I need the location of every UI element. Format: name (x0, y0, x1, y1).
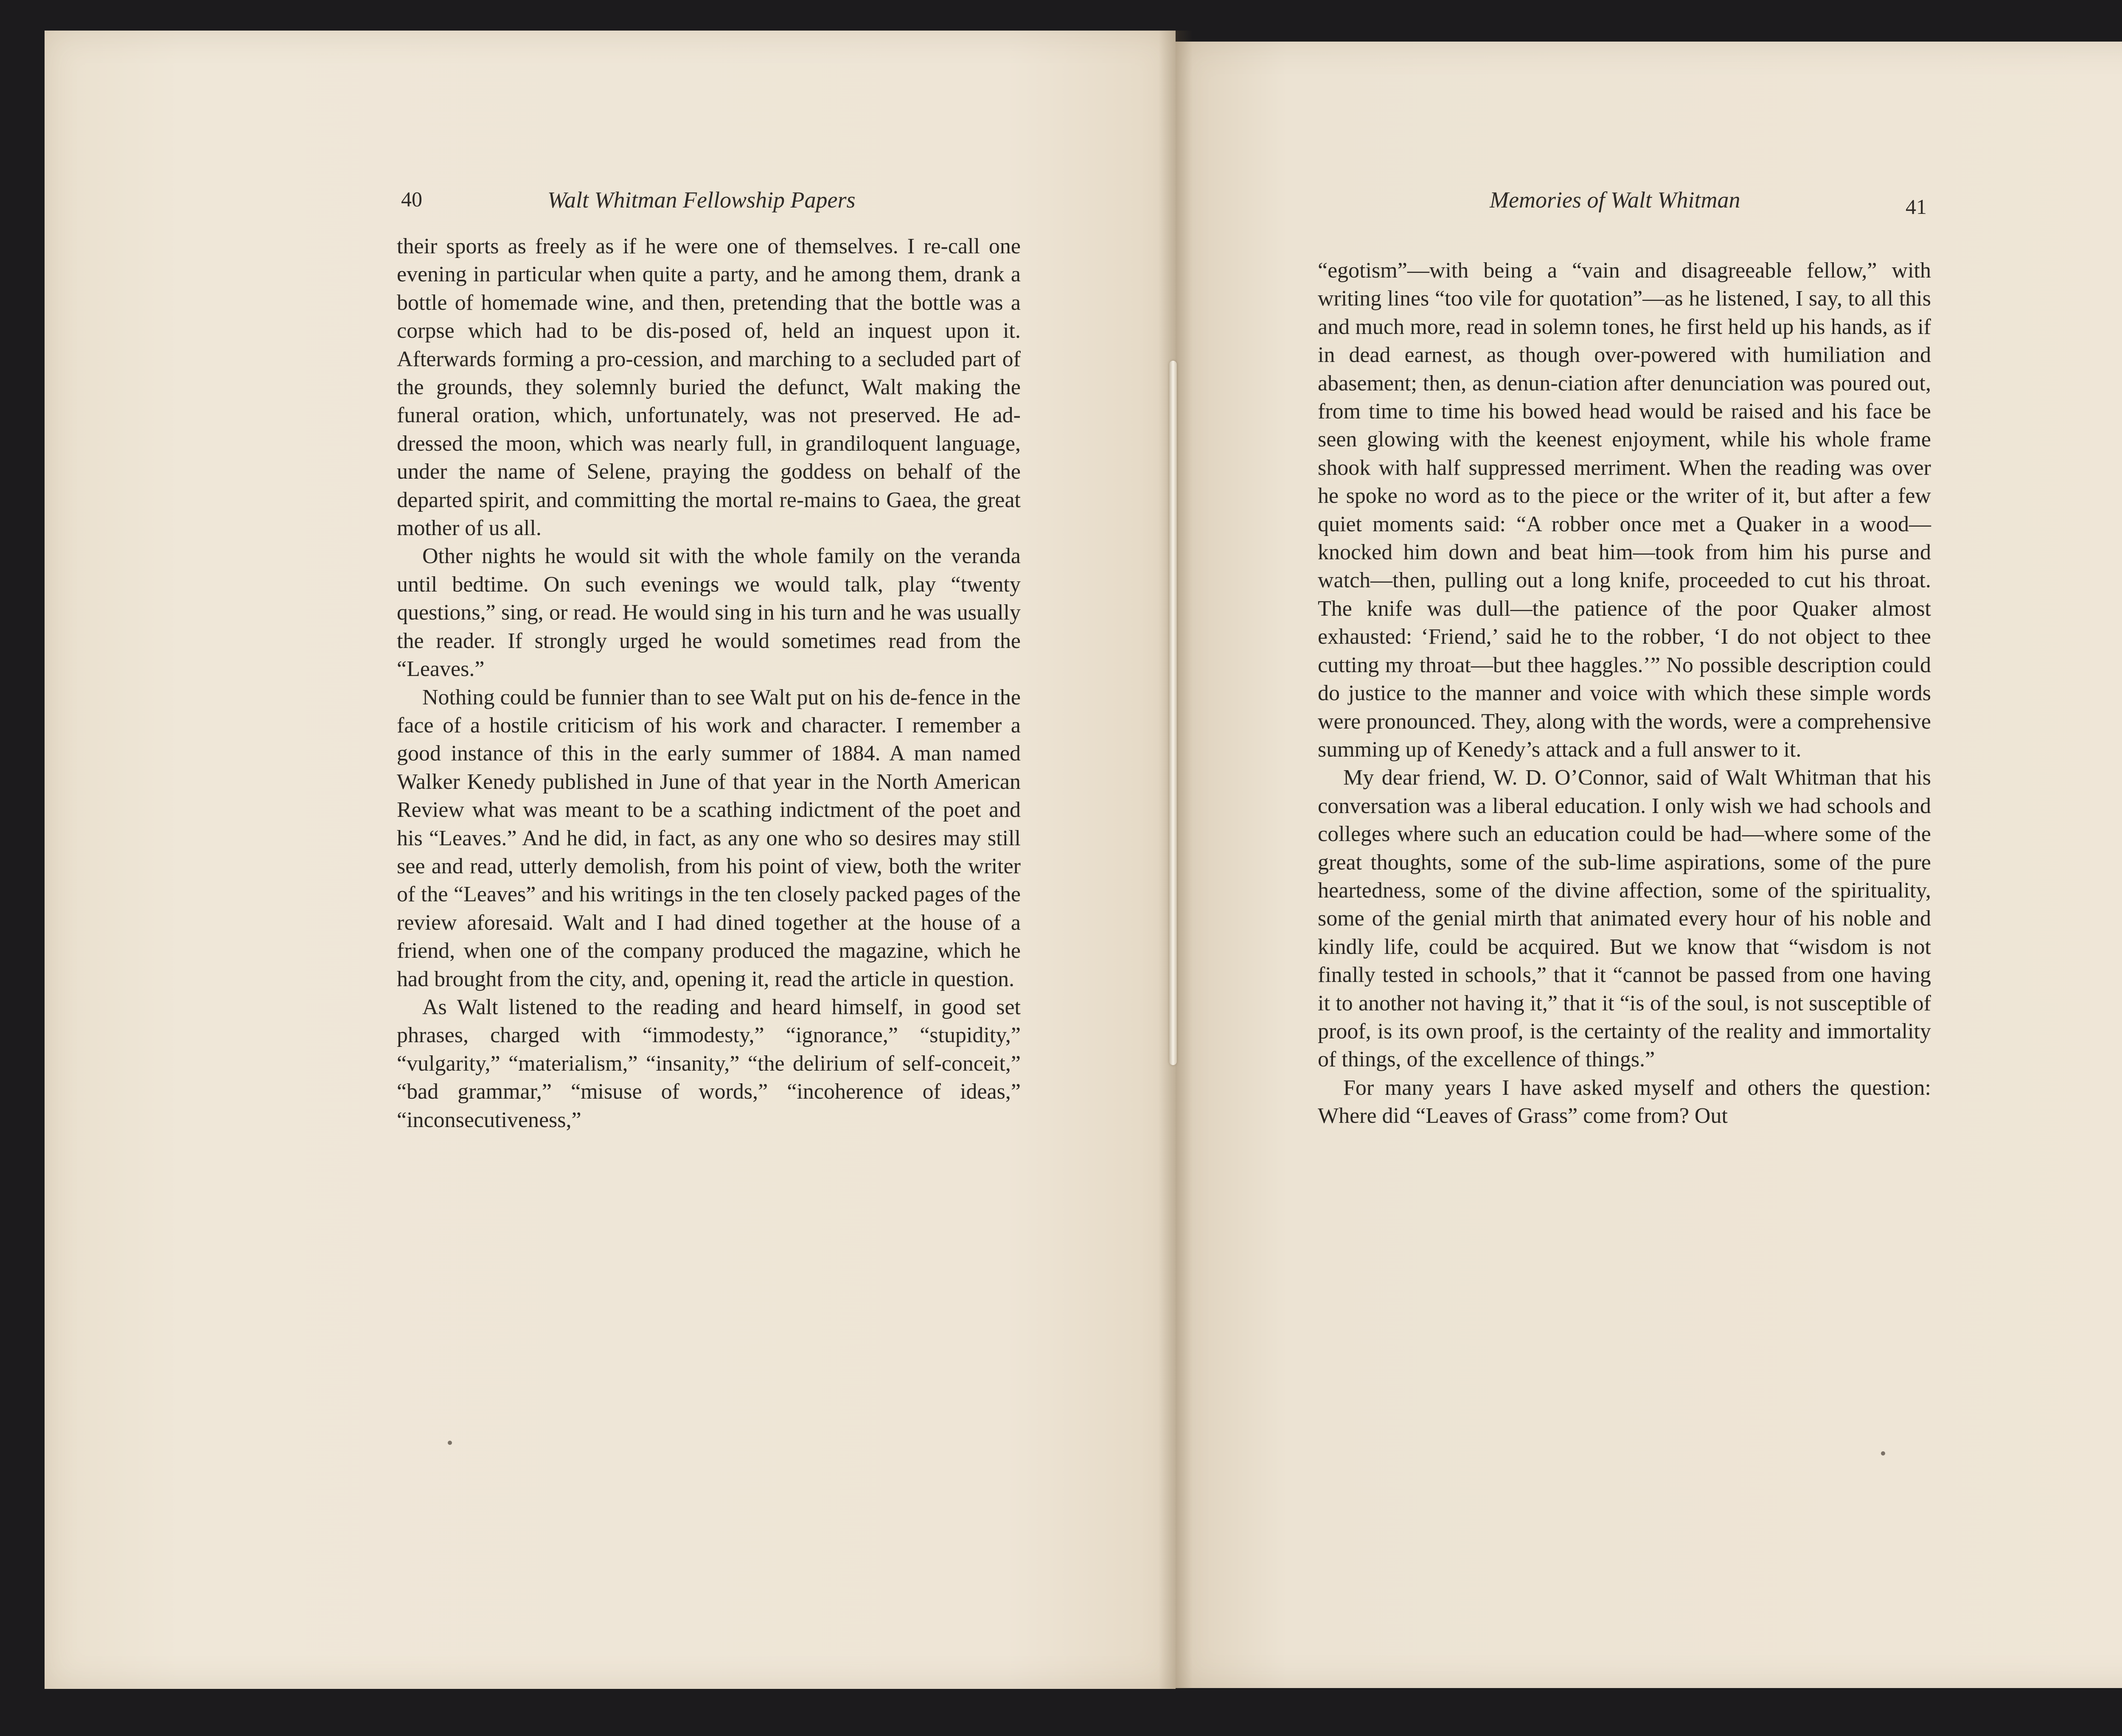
binding-thread (1169, 361, 1177, 1065)
paper-speck (1881, 1451, 1885, 1456)
left-running-head: Walt Whitman Fellowship Papers (547, 187, 856, 213)
right-running-head: Memories of Walt Whitman (1490, 187, 1740, 213)
left-body-text (397, 233, 1021, 1134)
paragraph: their sports as freely as if he were one of themselves. I re-call one evening in particular when quite a party, and he among them, drank a bottle of homemade wine, and then, pretending that the bottle was a corpse which had to be dis-posed of, held an inquest upon it. Afterwards forming a pro-cession, and marching to a secluded part of the grounds, they solemnly buried the defunct, Walt making the funeral oration, which, unfortunately, was not preserved. He ad-dressed the moon, which was nearly full, in grandiloquent language, under the name of Selene, praying the goddess on behalf of the departed spirit, and committing the mortal re-mains to Gaea, the great mother of us all. (397, 234, 1021, 541)
paragraph: Other nights he would sit with the whole family on the veranda until bedtime. On such evenings we would talk, play “twenty questions,” sing, or read. He would sing in his turn and he was usually the reader. If strongly urged he would sometimes read from the “Leaves.” (397, 544, 1021, 681)
right-body-text (1318, 257, 1931, 1130)
left-page-number: 40 (401, 187, 422, 211)
right-page-number: 41 (1906, 195, 1927, 219)
paragraph: “egotism”—with being a “vain and disagreeable fellow,” with writing lines “too vile for quotation”—as he listened, I say, to all this and much more, read in solemn tones, he first held up his hands, as if in dead earnest, as though over-powered with humiliation and abasement; then, as denun-ciation after denunciation was poured out, from time to time his bowed head would be raised and his face be seen glowing with the keenest enjoyment, while his whole frame shook with half suppressed merriment. When the reading was over he spoke no word as to the piece or the writer of it, but after a few quiet moments said: “A robber once met a Quaker in a wood—knocked him down and beat him—took from him his purse and watch—then, pulling out a long knife, proceeded to cut his throat. The knife was dull—the patience of the poor Quaker almost exhausted: ‘Friend,’ said he to the robber, ‘I do not object to thee cutting my throat—but thee haggles.’” No possible description could do justice to the manner and voice with which these simple words were pronounced. They, along with the words, were a comprehensive summing up of Kenedy’s attack and a full answer to it. (1318, 258, 1931, 762)
paragraph: My dear friend, W. D. O’Connor, said of Walt Whitman that his conversation was a liberal education. I only wish we had schools and colleges where such an education could be had—where some of the great thoughts, some of the sub-lime aspirations, some of the pure heartedness, some of the divine affection, some of the spirituality, some of the genial mirth that animated every hour of his noble and kindly life, could be acquired. But we know that “wisdom is not finally tested in schools,” that it “cannot be passed from one having it to another not having it,” that it “is of the soul, is not susceptible of proof, is its own proof, is the certainty of the reality and immortality of things, of the excellence of things.” (1318, 766, 1931, 1072)
left-running-header (401, 187, 1038, 221)
paragraph: For many years I have asked myself and others the question: Where did “Leaves of Grass” come from? Out (1318, 1075, 1931, 1128)
paper-speck (448, 1441, 452, 1445)
paragraph: As Walt listened to the reading and heard himself, in good set phrases, charged with “immodesty,” “ignorance,” “stupidity,” “vulgarity,” “materialism,” “insanity,” “the delirium of self-conceit,” “bad grammar,” “misuse of words,” “incoherence of ideas,” “inconsecutiveness,” (397, 995, 1021, 1132)
right-running-header (1490, 187, 1956, 221)
paragraph: Nothing could be funnier than to see Walt put on his de-fence in the face of a hostile criticism of his work and character. I remember a good instance of this in the early summer of 1884. A man named Walker Kenedy published in June of that year in the North American Review what was meant to be a scathing indictment of the poet and his “Leaves.” And he did, in fact, as any one who so desires may still see and read, utterly demolish, from his point of view, both the writer of the “Leaves” and his writings in the ten closely packed pages of the review aforesaid. Walt and I had dined together at the house of a friend, when one of the company produced the magazine, which he had brought from the city, and, opening it, read the article in question. (397, 685, 1021, 991)
